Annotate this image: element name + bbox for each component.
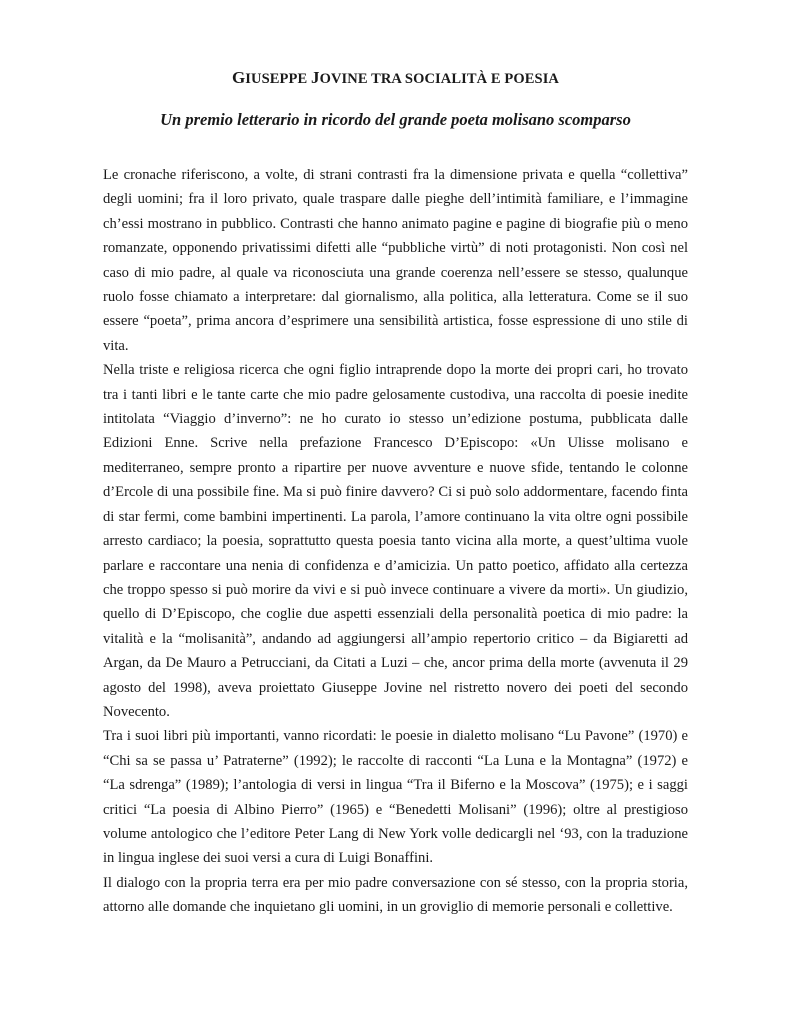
document-subtitle: Un premio letterario in ricordo del grande poeta molisano scomparso: [160, 110, 631, 129]
document-title: [103, 68, 688, 94]
document-body: [103, 163, 688, 920]
title-text-part1: IUSEPPE: [245, 71, 311, 87]
paragraph-4: Il dialogo con la propria terra era per mio padre conversazione con sé stesso, con la propria storia, attorno alle domande che inquietano gli uomini, in un groviglio di memorie personali e collettive.: [103, 874, 688, 916]
title-text-part2: OVINE TRA SOCIALITÀ E POESIA: [319, 71, 560, 87]
paragraph-1: Le cronache riferiscono, a volte, di strani contrasti fra la dimensione privata e quella “collettiva” degli uomini; fra il loro privato, quale traspare dalle pieghe dell’intimità familiare, e l’immagine ch’essi mostrano in pubblico. Contrasti che hanno animato pagine e pagine di biografie più o meno romanzate, opponendo privatissimi difetti alle “pubbliche virtù” di noti protagonisti. Non così nel caso di mio padre, al quale va riconosciuta una grande coerenza nell’essere se stesso, qualunque ruolo fosse chiamato a interpretare: dal giornalismo, alla politica, alla letteratura. Come se il suo essere “poeta”, prima ancora d’esprimere una sensibilità artistica, fosse espressione di uno stile di vita.: [103, 167, 688, 354]
paragraph-2: Nella triste e religiosa ricerca che ogni figlio intraprende dopo la morte dei propri cari, ho trovato tra i tanti libri e le tante carte che mio padre gelosamente custodiva, una raccolta di poesie inedite intitolata “Viaggio d’inverno”: ne ho curato io stesso un’edizione postuma, pubblicata dalle Edizioni Enne. Scrive nella prefazione Francesco D’Episcopo: «Un Ulisse molisano e mediterraneo, sempre pronto a ripartire per nuove avventure e nuove sfide, tentando le colonne d’Ercole di una possibile fine. Ma si può finire davvero? Ci si può solo addormentare, facendo finta di star fermi, come bambini impertinenti. La parola, l’amore continuano la vita oltre ogni possibile arresto cardiaco; la poesia, soprattutto questa poesia tanto vicina alla morte, a quest’ultima vuole parlare e raccontare una nenia di confidenza e d’amicizia. Un patto poetico, affidato alla certezza che troppo spesso si può morire da vivi e si può invece continuare a vivere da morti». Un giudizio, quello di D’Episcopo, che coglie due aspetti essenziali della personalità poetica di mio padre: la vitalità e la “molisanità”, andando ad aggiungersi all’ampio repertorio critico – da Bigiaretti ad Argan, da De Mauro a Petrucciani, da Citati a Luzi – che, ancor prima della morte (avvenuta il 29 agosto del 1998), aveva proiettato Giuseppe Jovine nel ristretto novero dei poeti del secondo Novecento.: [103, 362, 688, 720]
title-initial-j: J: [310, 68, 320, 87]
title-initial-g: G: [231, 68, 246, 87]
paragraph-3: Tra i suoi libri più importanti, vanno ricordati: le poesie in dialetto molisano “Lu Pavone” (1970) e “Chi sa se passa u’ Patraterne” (1992); le raccolte di racconti “La Luna e la Montagna” (1972) e “La sdrenga” (1989); l’antologia di versi in lingua “Tra il Biferno e la Moscova” (1975); e i saggi critici “La poesia di Albino Pierro” (1965) e “Benedetti Molisani” (1996); oltre al prestigioso volume antologico che l’editore Peter Lang di New York volle dedicargli nel ‘93, con la traduzione in lingua inglese dei suoi versi a cura di Luigi Bonaffini.: [103, 728, 688, 867]
document-page: [103, 68, 688, 920]
